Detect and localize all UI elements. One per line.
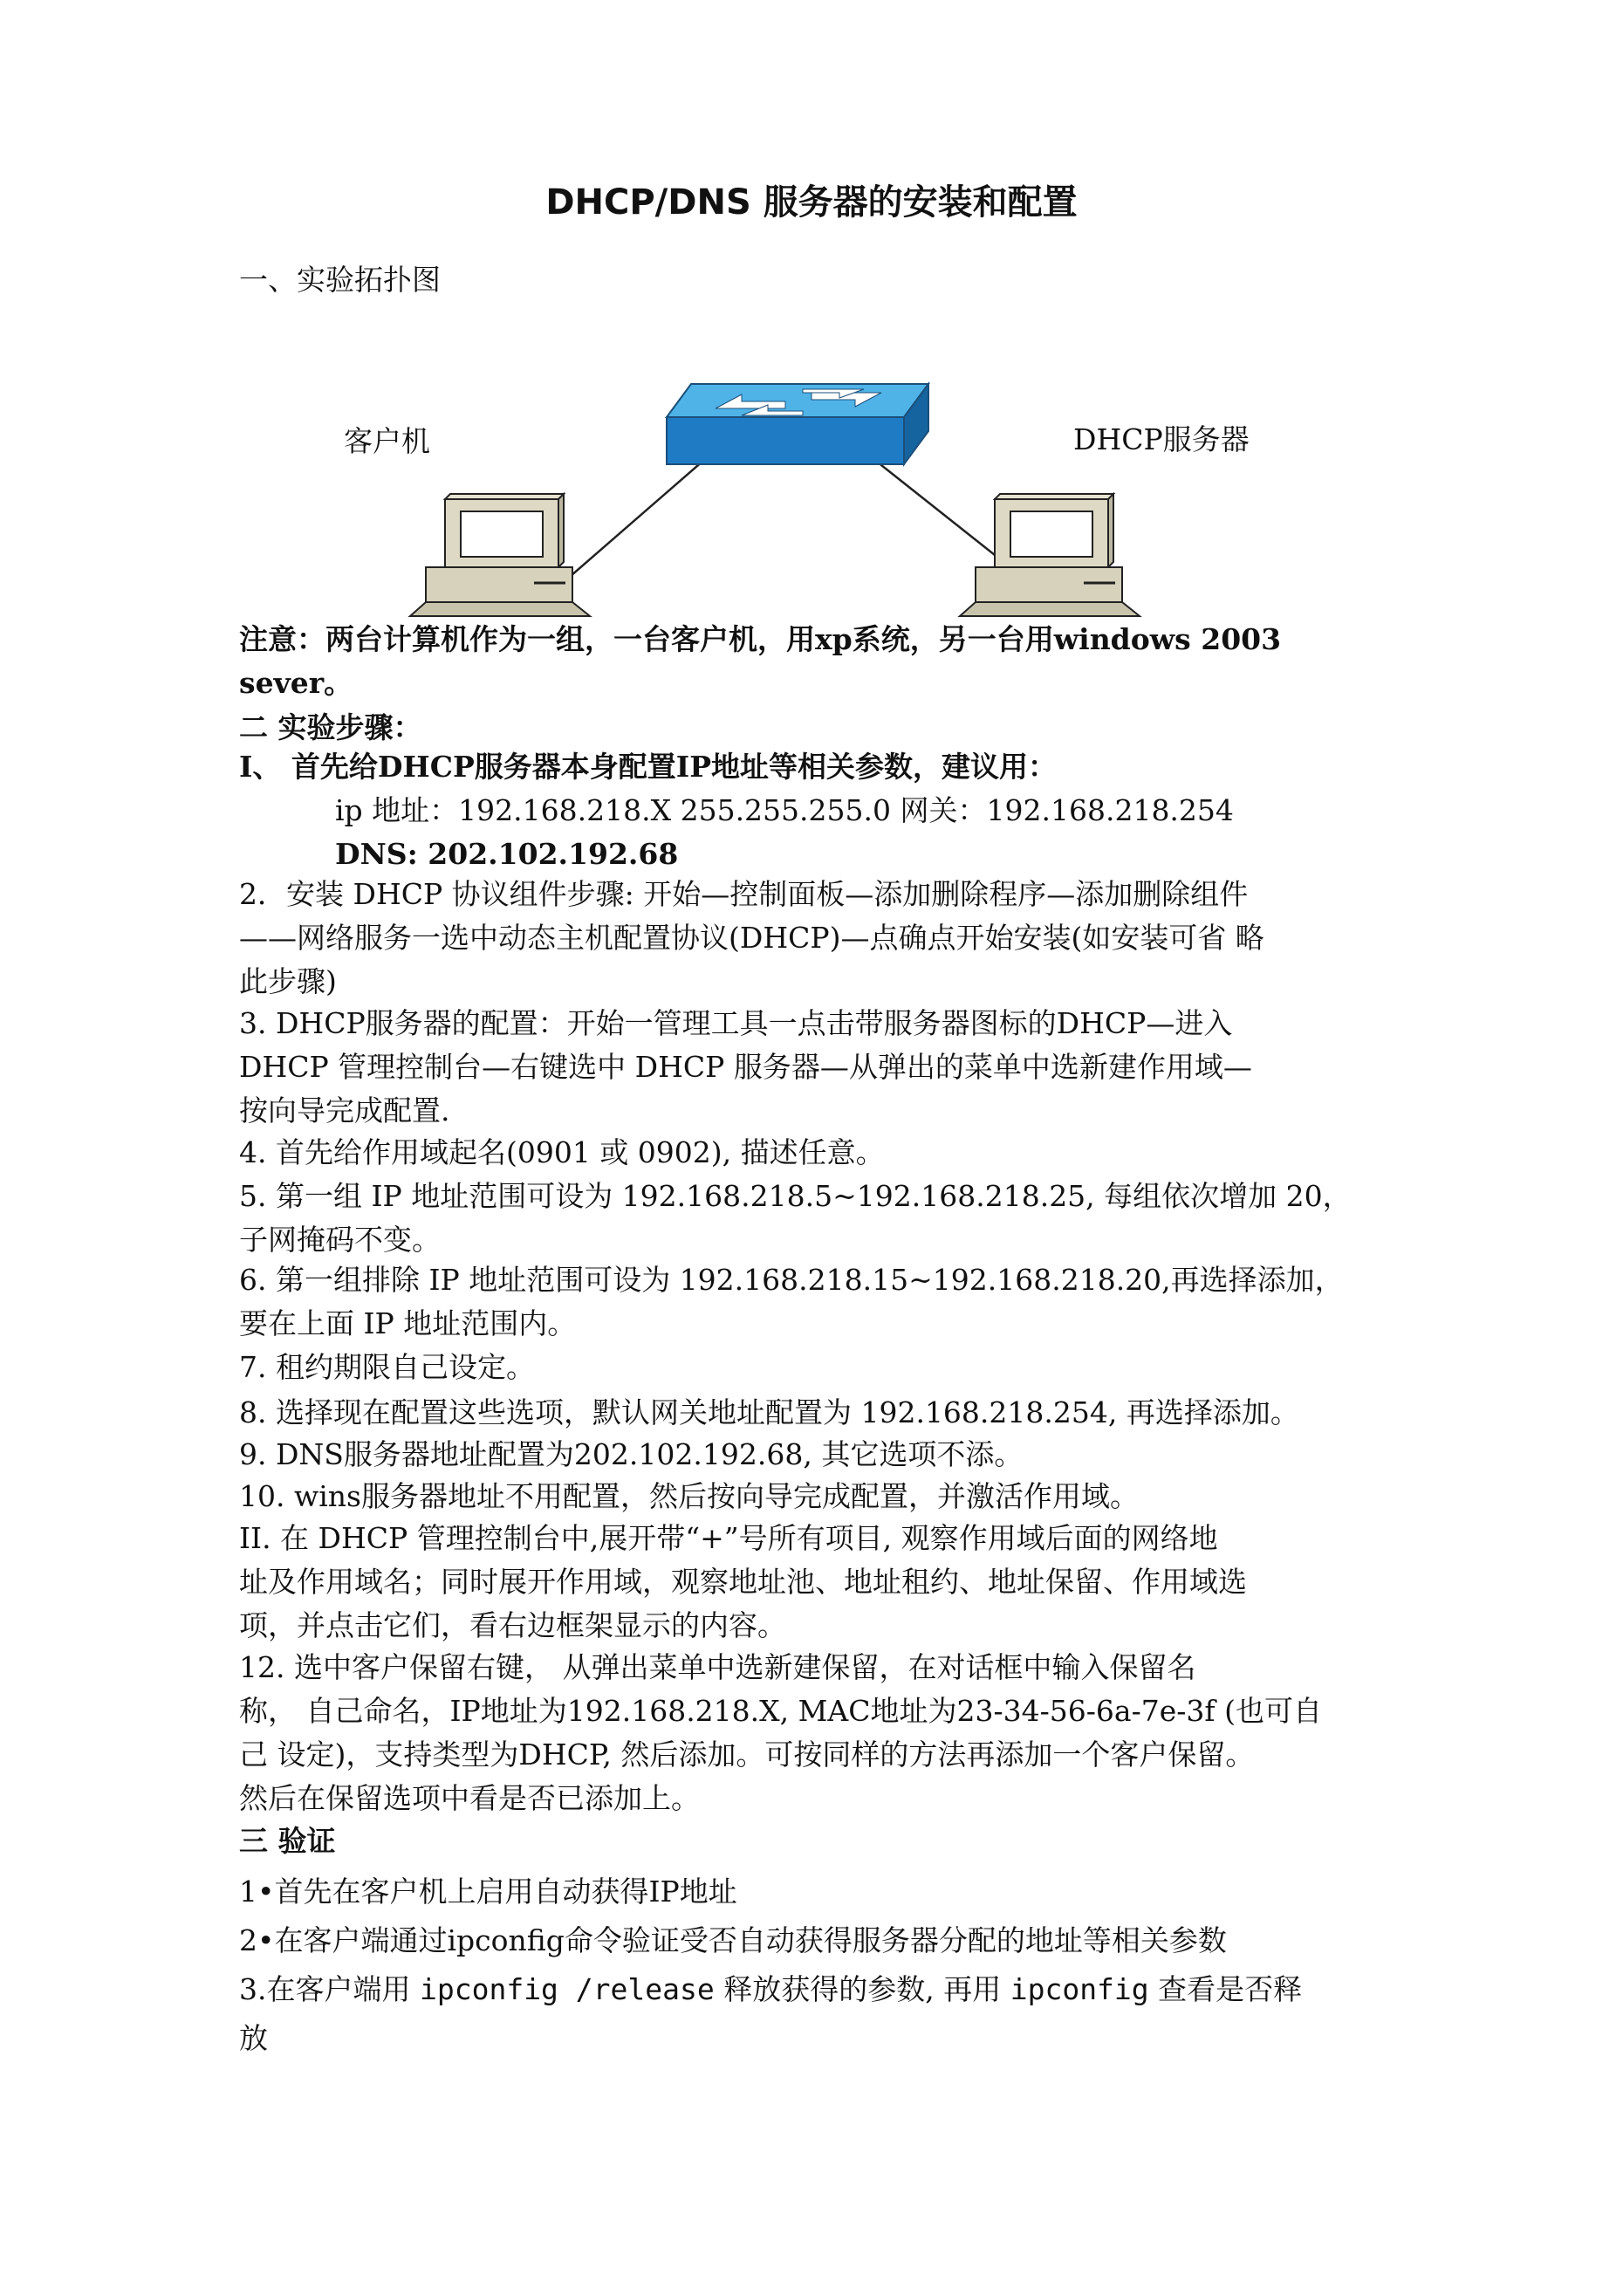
step-line: 己 设定)，支持类型为DHCP, 然后添加。可按同样的方法再添加一个客户保留。 bbox=[239, 1737, 1255, 1772]
step-line: 8. 选择现在配置这些选项，默认网关地址配置为 192.168.218.254, 再选择添加。 bbox=[239, 1395, 1299, 1429]
step-12 bbox=[239, 1646, 1400, 1820]
step-line: ip 地址：192.168.218.X 255.255.255.0 网关：192.168.218.254 bbox=[335, 793, 1234, 827]
command-text: ipconfig bbox=[1010, 1972, 1149, 2006]
note-line: 注意：两台计算机作为一组，一台客户机，用xp系统，另一台用windows 2003 bbox=[239, 622, 1282, 656]
step-line: 10. wins服务器地址不用配置，然后按向导完成配置，并激活作用域。 bbox=[239, 1479, 1139, 1513]
step-line: 按向导完成配置. bbox=[239, 1093, 450, 1127]
step-2 bbox=[239, 873, 1400, 1004]
client-label: 客户机 bbox=[344, 424, 430, 458]
step-line: 2．安装 DHCP 协议组件步骤: 开始—控制面板—添加删除程序—添加删除组件 bbox=[239, 877, 1249, 911]
client-cable bbox=[571, 449, 717, 576]
server-label: DHCP服务器 bbox=[1073, 422, 1250, 456]
step-8 bbox=[239, 1391, 1400, 1435]
step-line: 9. DNS服务器地址配置为202.102.192.68, 其它选项不添。 bbox=[239, 1437, 1024, 1471]
verify-item: 1•首先在客户机上启用自动获得IP地址 bbox=[239, 1874, 737, 1909]
step-line: DHCP 管理控制台—右键选中 DHCP 服务器—从弹出的菜单中选新建作用域— bbox=[239, 1050, 1252, 1084]
step-line: 址及作用域名；同时展开作用域，观察地址池、地址租约、地址保留、作用域选 bbox=[239, 1565, 1247, 1599]
step-line: I、 首先给DHCP服务器本身配置IP地址等相关参数，建议用： bbox=[239, 750, 1058, 784]
verify-item: 2•在客户端通过ipconfig命令验证受否自动获得服务器分配的地址等相关参数 bbox=[239, 1923, 1227, 1957]
page-title: DHCP/DNS 服务器的安装和配置 bbox=[545, 182, 1078, 223]
step-line: 5. 第一组 IP 地址范围可设为 192.168.218.5~192.168.218.25, 每组依次增加 20， bbox=[239, 1179, 1352, 1213]
step-7 bbox=[239, 1346, 1400, 1389]
step-line: 7. 租约期限自己设定。 bbox=[239, 1350, 535, 1384]
command-text: ipconfig /release bbox=[419, 1972, 715, 2006]
note-paragraph bbox=[239, 618, 1400, 705]
section-heading-steps: 二 实验步骤： bbox=[239, 710, 422, 744]
topology-diagram bbox=[0, 0, 1623, 628]
verify-item: 放 bbox=[239, 2021, 268, 2055]
step-line: 然后在保留选项中看是否已添加上。 bbox=[239, 1781, 700, 1815]
step-6 bbox=[239, 1258, 1400, 1346]
step-1 bbox=[239, 745, 1400, 876]
step-line: 称， 自己命名，IP地址为192.168.218.X, MAC地址为23-34-56-6a-7e-3f (也可自 bbox=[239, 1694, 1322, 1728]
verify-item: 3.在客户端用 ipconfig /release 释放获得的参数, 再用 ipconfig 查看是否释 bbox=[239, 1972, 1303, 2006]
step-line: DNS: 202.102.192.68 bbox=[335, 837, 679, 871]
step-line: 子网掩码不变。 bbox=[239, 1223, 441, 1257]
step-line: 4. 首先给作用域起名(0901 或 0902), 描述任意。 bbox=[239, 1135, 885, 1169]
step-line: 6. 第一组排除 IP 地址范围可设为 192.168.218.15~192.168.218.20,再选择添加， bbox=[239, 1263, 1344, 1297]
step-line: II. 在 DHCP 管理控制台中,展开带“+”号所有项目, 观察作用域后面的网络地 bbox=[239, 1521, 1218, 1555]
verify-list bbox=[239, 1868, 1400, 2063]
section-heading-verify: 三 验证 bbox=[239, 1824, 336, 1858]
step-line: 12. 选中客户保留右键， 从弹出菜单中选新建保留，在对话框中输入保留名 bbox=[239, 1650, 1196, 1684]
step-line: ——网络服务一选中动态主机配置协议(DHCP)—点确点开始安装(如安装可省 略 bbox=[239, 921, 1264, 955]
note-line: sever。 bbox=[239, 666, 353, 700]
step-5 bbox=[239, 1175, 1400, 1262]
step-9 bbox=[239, 1433, 1400, 1477]
server-computer-icon bbox=[960, 494, 1140, 616]
step-line: 3. DHCP服务器的配置：开始一管理工具一点击带服务器图标的DHCP—进入 bbox=[239, 1006, 1233, 1040]
step-11 bbox=[239, 1517, 1400, 1648]
switch-icon bbox=[667, 384, 928, 464]
client-computer-icon bbox=[410, 494, 590, 616]
step-line: 此步骤) bbox=[239, 964, 337, 998]
step-line: 项，并点击它们，看右边框架显示的内容。 bbox=[239, 1608, 786, 1642]
step-line: 要在上面 IP 地址范围内。 bbox=[239, 1306, 577, 1340]
step-3 bbox=[239, 1002, 1400, 1133]
step-4 bbox=[239, 1131, 1400, 1175]
section-heading-topology: 一、实验拓扑图 bbox=[239, 263, 441, 297]
step-10 bbox=[239, 1475, 1400, 1518]
